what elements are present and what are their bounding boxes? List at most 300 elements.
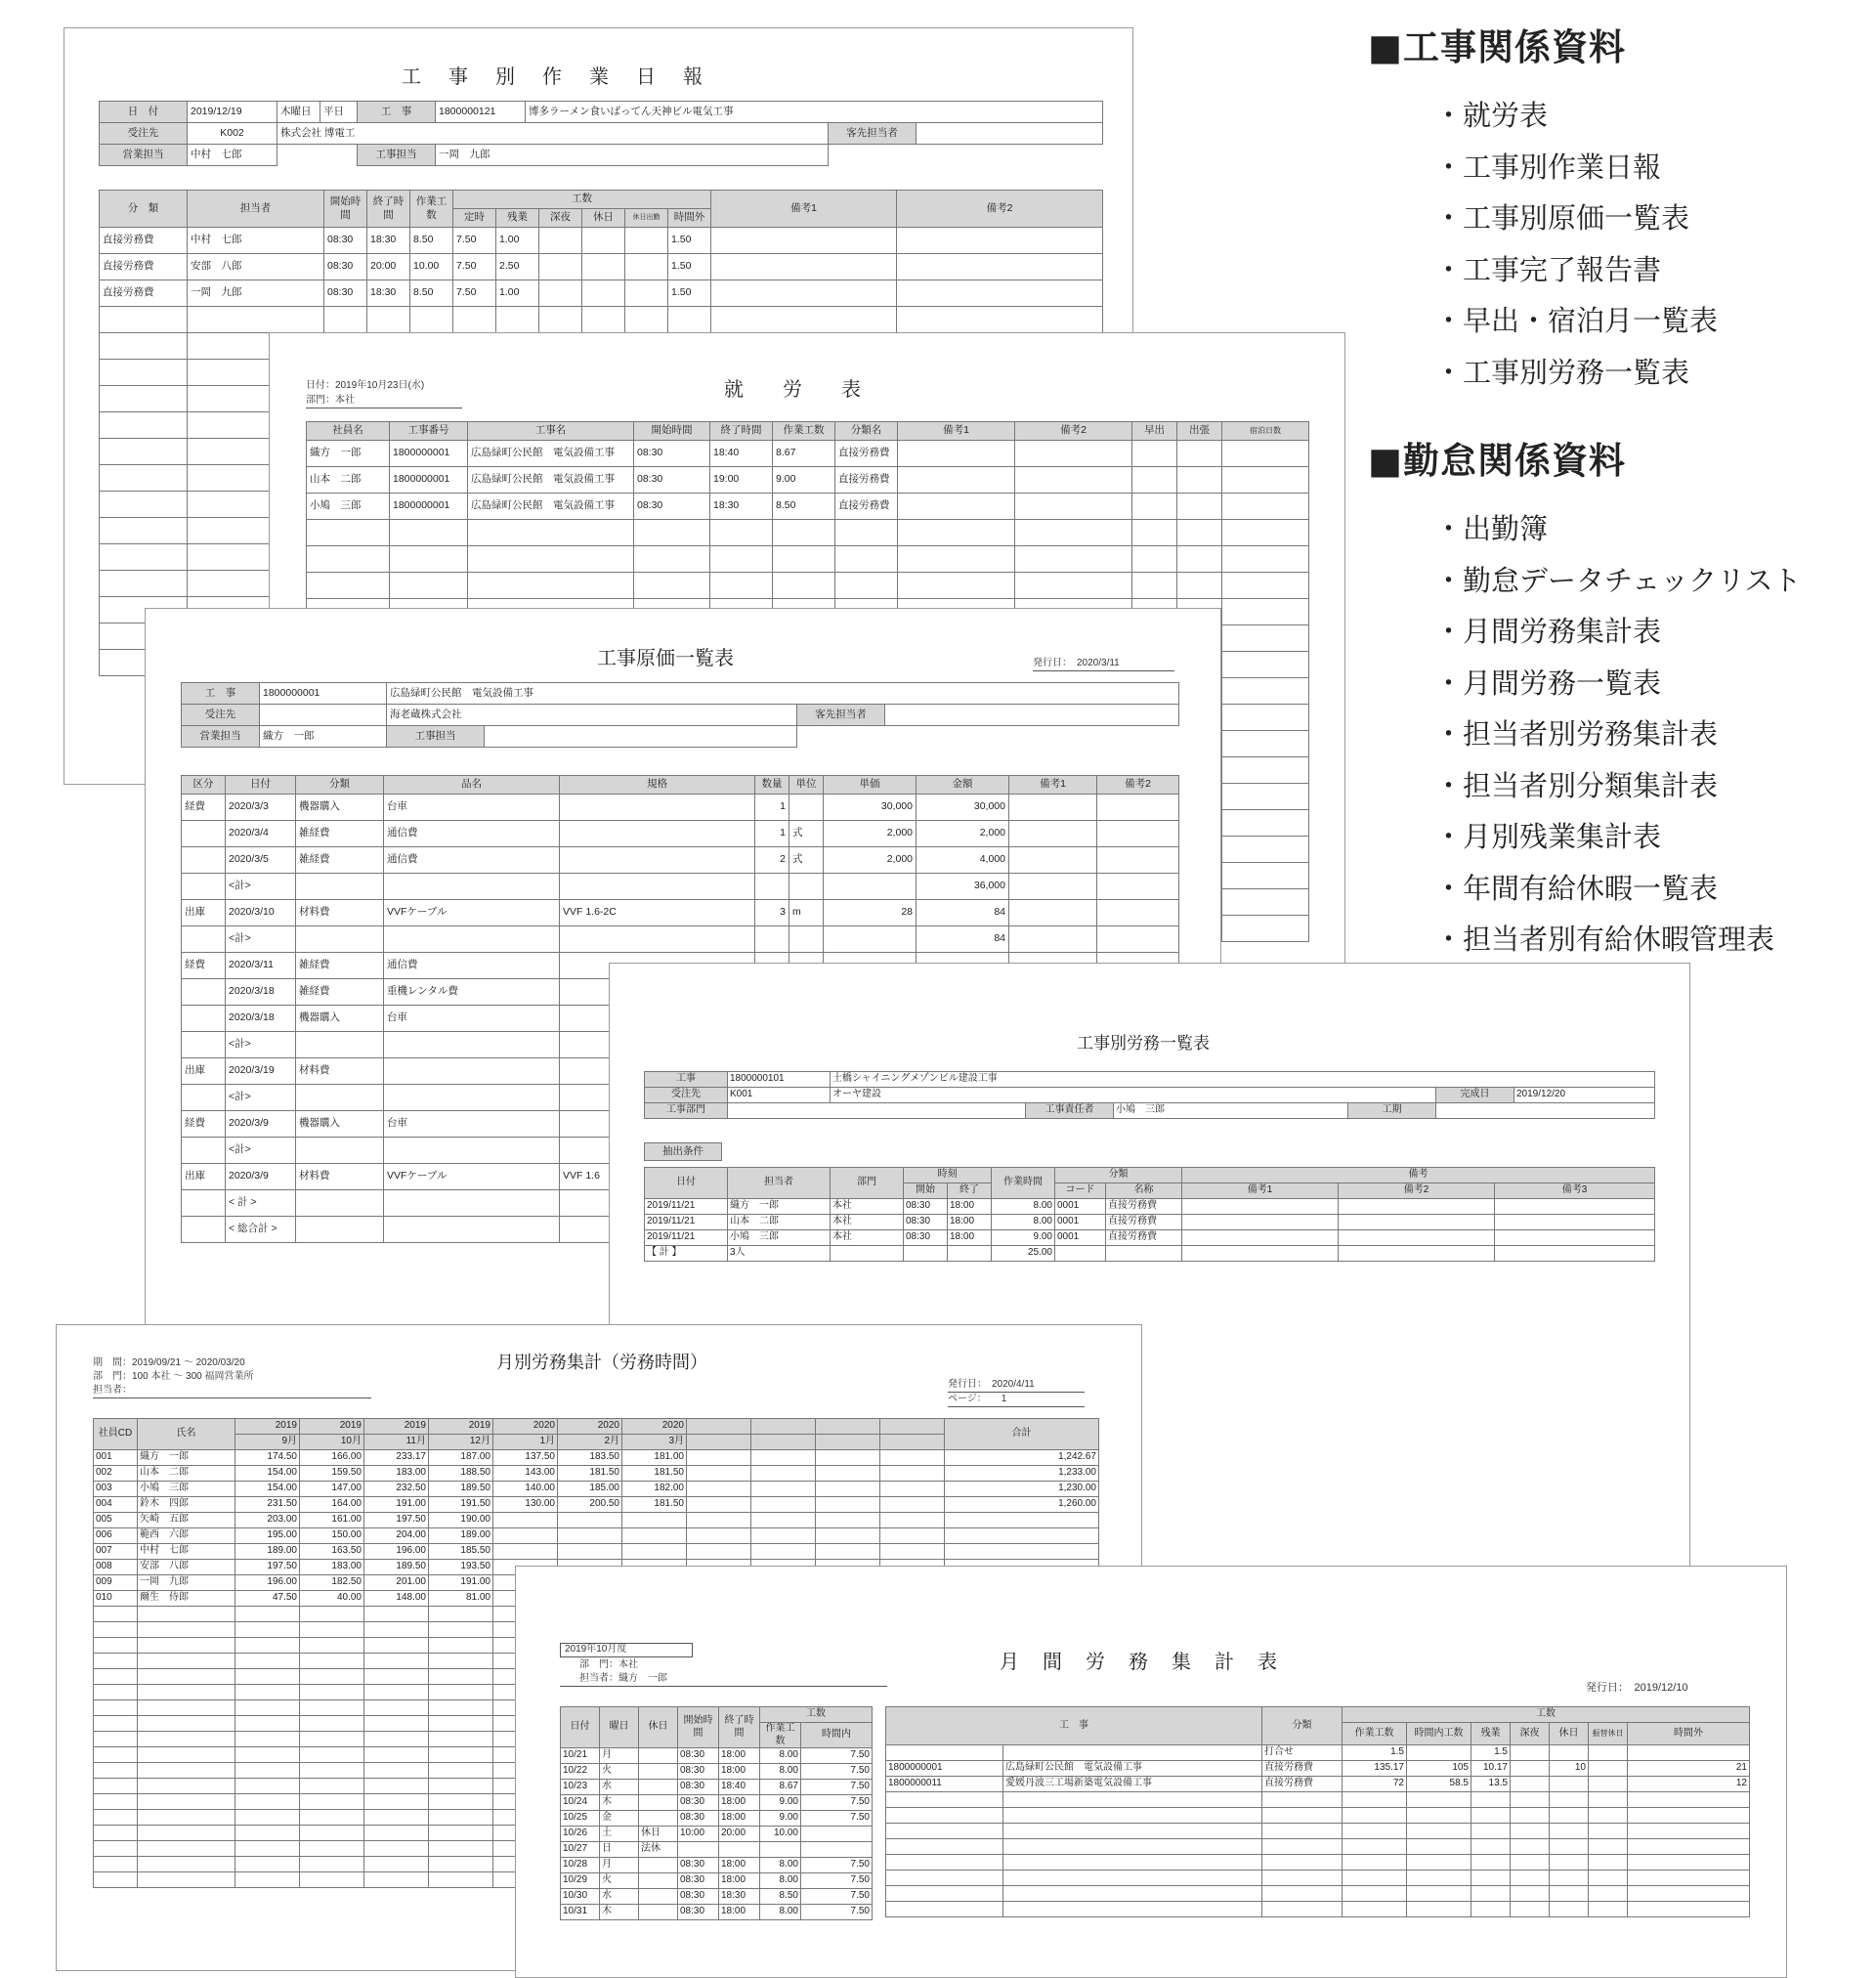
- table-row: [94, 1528, 1099, 1544]
- table-cell: 135.17: [1343, 1761, 1407, 1777]
- table-cell: [904, 1246, 948, 1262]
- table-cell: 経費: [182, 953, 226, 979]
- table-cell: 7.50: [453, 280, 496, 307]
- table-cell: [558, 1544, 622, 1560]
- cost-client-name: 海老蔵株式会社: [387, 705, 797, 726]
- table-cell: 18:00: [719, 1858, 760, 1873]
- table-cell: [296, 1190, 384, 1217]
- cost-project-code: 1800000001: [260, 683, 387, 705]
- table-cell: 直接労務費: [1106, 1199, 1182, 1215]
- table-cell: [384, 874, 560, 900]
- table-cell: 2019/11/21: [645, 1199, 728, 1215]
- document-list: [1368, 23, 1866, 1005]
- table-cell: 7.50: [801, 1795, 873, 1811]
- table-cell: 18:00: [719, 1811, 760, 1827]
- table-cell: 18:00: [719, 1795, 760, 1811]
- table-cell: 36,000: [917, 874, 1009, 900]
- table-cell: [582, 228, 625, 254]
- cost-table: 区分 日付 分類 品名 規格 数量 単位 単価 金額 備考1 備考2 経費 2020/3/3 機器購入 台車 1 30,000 30,000 2020/3/4 雑経費 通信費 1 式 2,000 2,000 2020/3/5 雑経費 通信費 2 式 2,000 4,000 <計> 36,000 出庫 2020/3/10 材料費 VVFケーブル VVF 1.6-2C 3 m 28 84 <計> 84 経費 2020/3/11 雑経費 通信費 2020/3/18 雑経費 重機レンタル費 2020/3/18 機器購入 台車 <計> 出庫 2020/3/19 材料費 <計> 経費 2020/3/9 機器購入 台車 <計> 出庫 2020/3/9 材料費 VVFケーブル VVF 1.6 < 計 > < 総合計 >: [181, 775, 1179, 1243]
- table-cell: 雑経費: [296, 847, 384, 874]
- document-list-item: ・月間労務一覧表: [1434, 666, 1662, 700]
- col-work: 作業工数: [410, 191, 453, 228]
- daily-client-name: 株式会社 博電工: [277, 123, 829, 145]
- table-cell: 18:30: [367, 228, 410, 254]
- project-labor-name: 土橋シャイニングメゾンビル建設工事: [831, 1072, 1655, 1088]
- table-cell: [1097, 795, 1179, 821]
- table-cell: 18:00: [719, 1905, 760, 1920]
- table-cell: 1,233.00: [945, 1466, 1099, 1482]
- table-cell: 002: [94, 1466, 138, 1482]
- table-cell: [945, 1513, 1099, 1528]
- table-cell: 範西 六郎: [138, 1528, 235, 1544]
- table-row: [645, 1246, 1655, 1262]
- table-cell: 08:30: [678, 1889, 719, 1905]
- table-cell: 188.50: [429, 1466, 493, 1482]
- table-row: [94, 1450, 1099, 1466]
- table-cell: [801, 1842, 873, 1858]
- table-cell: 007: [94, 1544, 138, 1560]
- table-cell: [1009, 874, 1097, 900]
- col-group-hours: 工数: [453, 191, 711, 209]
- table-cell: 中村 七郎: [138, 1544, 235, 1560]
- empty-row: [307, 520, 1309, 546]
- table-cell: 2020/3/5: [226, 847, 296, 874]
- table-cell: 1800000001: [390, 494, 468, 520]
- table-cell: 7.50: [801, 1764, 873, 1780]
- table-cell: [1339, 1230, 1495, 1246]
- table-cell: 8.67: [773, 441, 835, 467]
- daily-sales-rep: 中村 七郎: [188, 145, 277, 166]
- table-cell: 08:30: [904, 1230, 948, 1246]
- table-cell: [1589, 1777, 1628, 1792]
- table-row: [561, 1795, 873, 1811]
- table-cell: 直接労務費: [1262, 1761, 1343, 1777]
- table-cell: 小鳩 三郎: [138, 1482, 235, 1497]
- monthly-title: 月別労務集計（労務時間）: [496, 1353, 707, 1373]
- table-cell: 8.00: [992, 1199, 1055, 1215]
- table-cell: [639, 1764, 678, 1780]
- table-cell: 8.50: [410, 280, 453, 307]
- table-cell: 矢崎 五郎: [138, 1513, 235, 1528]
- table-cell: 9.00: [760, 1795, 801, 1811]
- table-cell: 1,230.00: [945, 1482, 1099, 1497]
- table-cell: 2,000: [917, 821, 1009, 847]
- label-project: 工 事: [358, 102, 436, 123]
- table-cell: 7.50: [801, 1811, 873, 1827]
- table-cell: 安部 八郎: [138, 1560, 235, 1575]
- table-cell: [539, 228, 582, 254]
- table-cell: [898, 441, 1015, 467]
- table-cell: [945, 1528, 1099, 1544]
- table-cell: 愛媛丹波三工場新築電気設備工事: [1003, 1777, 1262, 1792]
- table-cell: 10/27: [561, 1842, 600, 1858]
- table-cell: [384, 1138, 560, 1164]
- table-cell: 0001: [1055, 1199, 1106, 1215]
- table-cell: 08:30: [678, 1873, 719, 1889]
- cost-title: 工事原価一覧表: [597, 646, 734, 669]
- table-cell: 08:30: [324, 228, 367, 254]
- table-cell: 8.00: [760, 1858, 801, 1873]
- table-cell: [296, 874, 384, 900]
- table-cell: 機器購入: [296, 795, 384, 821]
- table-cell: 10/25: [561, 1811, 600, 1827]
- table-cell: [622, 1528, 687, 1544]
- table-row: [561, 1764, 873, 1780]
- table-cell: 190.00: [429, 1513, 493, 1528]
- table-cell: 小鳩 三郎: [307, 494, 390, 520]
- table-cell: 2: [755, 847, 789, 874]
- table-cell: 181.50: [558, 1466, 622, 1482]
- table-cell: 25.00: [992, 1246, 1055, 1262]
- table-cell: [639, 1748, 678, 1764]
- table-cell: 159.50: [300, 1466, 364, 1482]
- table-cell: 2020/3/4: [226, 821, 296, 847]
- table-cell: [182, 1032, 226, 1058]
- project-labor-done-date: 2019/12/20: [1514, 1088, 1655, 1103]
- table-cell: [639, 1811, 678, 1827]
- table-cell: 3人: [728, 1246, 831, 1262]
- daily-report-header: [99, 101, 1103, 166]
- table-cell: [1339, 1215, 1495, 1230]
- table-cell: 2019/11/21: [645, 1230, 728, 1246]
- table-cell: [945, 1544, 1099, 1560]
- table-cell: 204.00: [364, 1528, 429, 1544]
- document-list-item: ・出勤簿: [1434, 512, 1549, 545]
- table-cell: 191.50: [429, 1497, 493, 1513]
- table-cell: 法休: [639, 1842, 678, 1858]
- table-cell: 195.00: [235, 1528, 300, 1544]
- table-cell: 189.00: [429, 1528, 493, 1544]
- table-cell: 直接労務費: [835, 494, 898, 520]
- table-cell: [789, 795, 824, 821]
- table-row: [94, 1497, 1099, 1513]
- table-cell: 004: [94, 1497, 138, 1513]
- table-cell: 7.50: [453, 254, 496, 280]
- table-cell: 中村 七郎: [188, 228, 324, 254]
- summary-month: 2019年10月度: [560, 1643, 693, 1657]
- table-cell: 8.00: [760, 1748, 801, 1764]
- table-row: [100, 254, 1103, 280]
- table-cell: 2020/3/18: [226, 1006, 296, 1032]
- daily-project-code: 1800000121: [436, 102, 526, 123]
- daily-project-rep: 一岡 九郎: [436, 145, 829, 166]
- table-cell: [639, 1858, 678, 1873]
- table-row: [182, 874, 1179, 900]
- table-cell: 003: [94, 1482, 138, 1497]
- table-cell: [1495, 1215, 1655, 1230]
- table-cell: 2020/3/11: [226, 953, 296, 979]
- table-cell: 1800000001: [390, 441, 468, 467]
- table-cell: 2019/11/21: [645, 1215, 728, 1230]
- table-cell: 直接労務費: [1106, 1215, 1182, 1230]
- table-row: [182, 821, 1179, 847]
- table-cell: [182, 847, 226, 874]
- table-cell: 21: [1628, 1761, 1750, 1777]
- document-list-item: ・工事完了報告書: [1434, 252, 1662, 286]
- table-cell: 安部 八郎: [188, 254, 324, 280]
- document-list-item: ・担当者別有給休暇管理表: [1434, 923, 1775, 956]
- cost-project-name: 広島緑町公民館 電気設備工事: [387, 683, 1179, 705]
- table-cell: 2,000: [824, 821, 917, 847]
- empty-row: [886, 1824, 1750, 1839]
- table-cell: 10.17: [1471, 1761, 1511, 1777]
- table-row: [561, 1811, 873, 1827]
- empty-row: [307, 573, 1309, 599]
- table-cell: 8.50: [760, 1889, 801, 1905]
- table-cell: 203.00: [235, 1513, 300, 1528]
- table-cell: 189.00: [235, 1544, 300, 1560]
- document-list-item: ・年間有給休暇一覧表: [1434, 871, 1719, 905]
- table-cell: 9.00: [760, 1811, 801, 1827]
- table-cell: 08:30: [904, 1215, 948, 1230]
- table-cell: 本社: [831, 1215, 904, 1230]
- table-cell: 08:30: [678, 1764, 719, 1780]
- document-list-item: ・就労表: [1434, 99, 1549, 132]
- table-cell: 10: [1550, 1761, 1589, 1777]
- table-cell: 火: [600, 1764, 639, 1780]
- table-cell: 本社: [831, 1199, 904, 1215]
- table-cell: [824, 874, 917, 900]
- table-cell: 10:00: [678, 1827, 719, 1842]
- table-row: [100, 228, 1103, 254]
- table-cell: 広島緑町公民館 電気設備工事: [468, 494, 634, 520]
- table-cell: 1,242.67: [945, 1450, 1099, 1466]
- table-cell: [1015, 494, 1132, 520]
- table-cell: 181.00: [622, 1450, 687, 1466]
- table-cell: [760, 1842, 801, 1858]
- table-row: [645, 1199, 1655, 1215]
- summary-left-table: 日付 曜日 休日 開始時間 終了時間 工数 作業工数 時間内 10/21 月 08:30 18:00 8.00 7.50 10/22 火 08:30 18:00 8.00 7.50 10/23 水 08:30 18:40 8.67 7.50 10/24 木 08:30 18:00 9.00 7.50 10/25 金 08:30 18:00 9.00 7.50 10/26 土 休日 10:00 20:00 10.00 10/27 日 法休 10/28 月 08:30 18:00 8.00 7.50 10/29 火 08:30 18:00 8.00 7.50 10/30 水 08:30 18:30 8.50 7.50 10/31 木 08:30 18:00 8.00 7.50: [560, 1706, 873, 1920]
- table-cell: [1222, 441, 1309, 467]
- table-cell: [296, 1138, 384, 1164]
- table-cell: 8.00: [760, 1873, 801, 1889]
- table-cell: VVF 1.6-2C: [560, 900, 755, 926]
- table-cell: [1511, 1761, 1550, 1777]
- summary-right-table: 工 事 分類 工数 作業工数 時間内工数 残業 深夜 休日 振替休日 時間外 打合せ 1.5 1.5 1800000001 広島緑町公民館 電気設備工事 直接労務費 135.17 105 10.17 10 21 1800000011 愛媛丹波三工場新築電気設備工事 直接労務費 72 58.5 13.5 12: [885, 1706, 1750, 1917]
- table-cell: 式: [789, 821, 824, 847]
- table-cell: 191.00: [429, 1575, 493, 1591]
- table-cell: <計>: [226, 1032, 296, 1058]
- table-cell: [1009, 821, 1097, 847]
- attendance-docs-list: [1368, 503, 1866, 966]
- table-cell: 140.00: [493, 1482, 558, 1497]
- table-cell: 機器購入: [296, 1006, 384, 1032]
- table-cell: [560, 821, 755, 847]
- table-cell: 181.50: [622, 1497, 687, 1513]
- table-cell: [182, 1217, 226, 1243]
- table-cell: 1800000001: [390, 467, 468, 494]
- table-cell: [789, 874, 824, 900]
- table-cell: [1511, 1777, 1550, 1792]
- table-cell: 8.50: [773, 494, 835, 520]
- table-cell: 40.00: [300, 1591, 364, 1607]
- summary-left-rows: [561, 1748, 873, 1920]
- document-list-item: ・早出・宿泊月一覧表: [1434, 304, 1719, 337]
- table-cell: 08:30: [634, 467, 710, 494]
- table-cell: 1.50: [668, 228, 711, 254]
- table-cell: <計>: [226, 874, 296, 900]
- table-cell: <計>: [226, 1085, 296, 1111]
- table-cell: 直接労務費: [1106, 1230, 1182, 1246]
- table-row: [94, 1544, 1099, 1560]
- section-title-attendance: ■勤怠関係資料: [1368, 440, 1626, 482]
- table-cell: [296, 926, 384, 953]
- table-cell: 08:30: [678, 1905, 719, 1920]
- table-cell: < 計 >: [226, 1190, 296, 1217]
- table-cell: [1097, 900, 1179, 926]
- table-cell: [1628, 1745, 1750, 1761]
- summary-dept: 部 門：本社: [579, 1659, 638, 1670]
- table-cell: [1222, 467, 1309, 494]
- table-cell: 1.50: [668, 280, 711, 307]
- table-cell: 直接労務費: [100, 254, 188, 280]
- table-cell: [1182, 1215, 1339, 1230]
- table-cell: 雑経費: [296, 953, 384, 979]
- daily-client-code: K002: [188, 123, 277, 145]
- table-cell: 182.50: [300, 1575, 364, 1591]
- table-cell: 001: [94, 1450, 138, 1466]
- table-row: [561, 1858, 873, 1873]
- table-cell: 174.50: [235, 1450, 300, 1466]
- table-cell: [1222, 494, 1309, 520]
- col-person: 担当者: [188, 191, 324, 228]
- table-cell: 広島緑町公民館 電気設備工事: [468, 467, 634, 494]
- table-cell: [558, 1513, 622, 1528]
- table-cell: 183.50: [558, 1450, 622, 1466]
- table-cell: 187.00: [429, 1450, 493, 1466]
- table-cell: [639, 1780, 678, 1795]
- table-cell: 小鳩 三郎: [728, 1230, 831, 1246]
- table-cell: 1.50: [668, 254, 711, 280]
- table-cell: [898, 494, 1015, 520]
- table-cell: 金: [600, 1811, 639, 1827]
- table-cell: 166.00: [300, 1450, 364, 1466]
- table-cell: 20:00: [367, 254, 410, 280]
- label-staff: 工事担当: [358, 145, 436, 166]
- table-cell: 7.50: [801, 1780, 873, 1795]
- table-cell: 鈴木 四郎: [138, 1497, 235, 1513]
- table-cell: 通信費: [384, 847, 560, 874]
- table-cell: [948, 1246, 992, 1262]
- table-cell: 10/29: [561, 1873, 600, 1889]
- table-cell: 183.00: [364, 1466, 429, 1482]
- table-cell: 1800000001: [886, 1761, 1003, 1777]
- table-cell: [789, 926, 824, 953]
- table-cell: [711, 280, 897, 307]
- table-cell: [639, 1873, 678, 1889]
- table-cell: [296, 1032, 384, 1058]
- table-cell: [755, 926, 789, 953]
- table-cell: 18:30: [367, 280, 410, 307]
- table-cell: 105: [1407, 1761, 1471, 1777]
- table-row: [182, 900, 1179, 926]
- table-cell: m: [789, 900, 824, 926]
- empty-row: [886, 1808, 1750, 1824]
- table-cell: 台車: [384, 1006, 560, 1032]
- table-cell: [1097, 874, 1179, 900]
- attendance-dept: 部門：本社: [306, 395, 462, 408]
- table-cell: [182, 821, 226, 847]
- table-cell: [1097, 821, 1179, 847]
- table-cell: 154.00: [235, 1466, 300, 1482]
- table-cell: 8.00: [760, 1905, 801, 1920]
- document-list-item: ・工事別労務一覧表: [1434, 355, 1690, 389]
- table-cell: 006: [94, 1528, 138, 1544]
- table-cell: 織方 一郎: [728, 1199, 831, 1215]
- table-cell: [582, 254, 625, 280]
- table-cell: [1132, 441, 1177, 467]
- label-client: 受注先: [100, 123, 188, 145]
- label-date: 日 付: [100, 102, 188, 123]
- table-cell: 1.5: [1343, 1745, 1407, 1761]
- table-cell: 7.50: [801, 1748, 873, 1764]
- document-list-item: ・工事別原価一覧表: [1434, 201, 1690, 235]
- table-cell: 1.00: [496, 228, 539, 254]
- table-cell: 2020/3/3: [226, 795, 296, 821]
- table-cell: 7.50: [801, 1905, 873, 1920]
- table-cell: [493, 1544, 558, 1560]
- project-labor-header: 工事 1800000101 土橋シャイニングメゾンビル建設工事 受注先 K001 オーヤ建設 完成日 2019/12/20 工事部門 工事責任者 小鳩 三郎 工期: [644, 1071, 1655, 1119]
- table-row: [886, 1777, 1750, 1792]
- table-cell: [622, 1544, 687, 1560]
- table-cell: [560, 874, 755, 900]
- table-cell: 1.5: [1471, 1745, 1511, 1761]
- table-cell: 08:30: [678, 1811, 719, 1827]
- table-cell: 機器購入: [296, 1111, 384, 1138]
- project-labor-client-code: K001: [728, 1088, 831, 1103]
- table-cell: 08:30: [324, 254, 367, 280]
- table-cell: 式: [789, 847, 824, 874]
- table-cell: 出庫: [182, 1164, 226, 1190]
- table-cell: [384, 1058, 560, 1085]
- table-cell: 2020/3/10: [226, 900, 296, 926]
- table-cell: 台車: [384, 1111, 560, 1138]
- table-cell: [182, 1085, 226, 1111]
- label-client-rep: 客先担当者: [829, 123, 917, 145]
- table-cell: [384, 1217, 560, 1243]
- table-cell: 18:30: [719, 1889, 760, 1905]
- table-cell: [384, 1190, 560, 1217]
- table-cell: [384, 1032, 560, 1058]
- table-row: [886, 1761, 1750, 1777]
- document-list-item: ・勤怠データチェックリスト: [1434, 563, 1802, 597]
- table-cell: [1495, 1199, 1655, 1215]
- table-cell: 2020/3/18: [226, 979, 296, 1006]
- table-cell: 広島緑町公民館 電気設備工事: [468, 441, 634, 467]
- table-row: [561, 1827, 873, 1842]
- table-cell: [711, 228, 897, 254]
- table-cell: [1097, 847, 1179, 874]
- table-cell: [639, 1795, 678, 1811]
- table-cell: 雑経費: [296, 821, 384, 847]
- monthly-page: ページ： 1: [948, 1394, 1085, 1407]
- table-cell: 18:00: [719, 1764, 760, 1780]
- table-row: [645, 1215, 1655, 1230]
- table-cell: 直接労務費: [835, 467, 898, 494]
- empty-row: [886, 1855, 1750, 1870]
- table-cell: 08:30: [678, 1780, 719, 1795]
- table-cell: 山本 二郎: [138, 1466, 235, 1482]
- table-cell: 出庫: [182, 1058, 226, 1085]
- table-cell: 台車: [384, 795, 560, 821]
- table-cell: 10.00: [410, 254, 453, 280]
- table-cell: 2,000: [824, 847, 917, 874]
- table-cell: 0001: [1055, 1230, 1106, 1246]
- section-title-construction: ■工事関係資料: [1368, 26, 1626, 68]
- document-list-item: ・月別残業集計表: [1434, 820, 1662, 853]
- table-cell: 10.00: [760, 1827, 801, 1842]
- table-cell: 185.50: [429, 1544, 493, 1560]
